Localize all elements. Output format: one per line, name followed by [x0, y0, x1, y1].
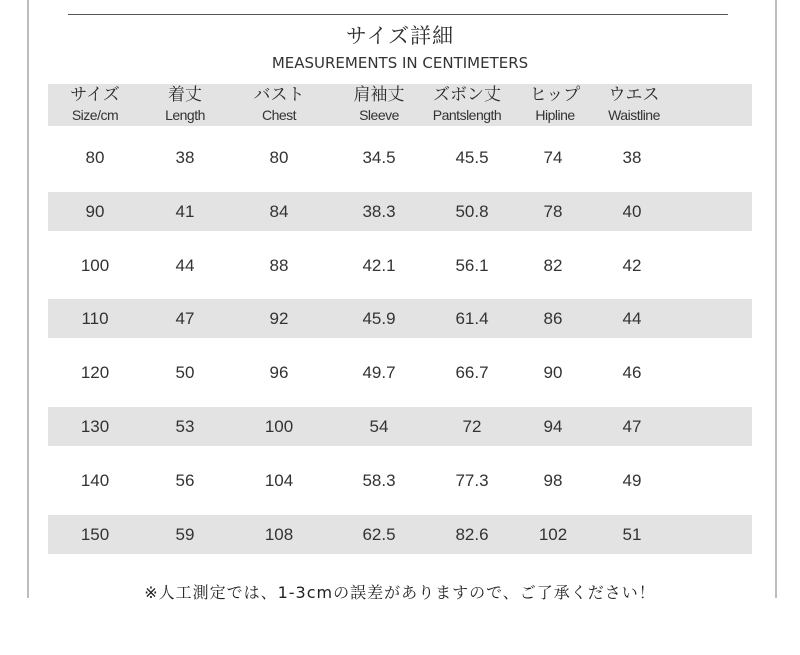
cell-size: 90 — [85, 202, 105, 221]
cell-sleeve: 38.3 — [362, 202, 396, 221]
cell-pantslength: 82.6 — [455, 525, 489, 544]
header-size — [50, 84, 140, 124]
cell-length: 59 — [175, 525, 195, 544]
cell-waistline: 38 — [622, 148, 642, 167]
cell-size: 120 — [80, 363, 110, 382]
title-english: MEASUREMENTS IN CENTIMETERS — [271, 54, 529, 72]
header-chest — [234, 84, 324, 124]
cell-chest: 80 — [269, 148, 289, 167]
cell-sleeve: 45.9 — [362, 309, 396, 328]
cell-size: 130 — [80, 417, 110, 436]
header-length — [140, 84, 230, 124]
cell-pantslength: 45.5 — [455, 148, 489, 167]
measurement-note: ※人工測定では、1-3cmの誤差がありますので、ご了承ください！ — [144, 583, 656, 602]
header-label-en: Sleeve — [359, 107, 399, 123]
cell-length: 41 — [175, 202, 195, 221]
cell-hipline: 90 — [543, 363, 563, 382]
cell-waistline: 44 — [622, 309, 642, 328]
cell-sleeve: 42.1 — [362, 256, 396, 275]
header-label-en: Chest — [261, 107, 297, 123]
header-label-ja: ウエス — [608, 85, 660, 105]
header-label-en: Length — [165, 107, 205, 123]
cell-pantslength: 61.4 — [455, 309, 489, 328]
cell-chest: 100 — [264, 417, 294, 436]
header-label-ja: 肩袖丈 — [353, 85, 405, 105]
header-hipline — [510, 84, 600, 124]
table-row — [0, 299, 800, 339]
cell-pantslength: 77.3 — [455, 471, 489, 490]
cell-pantslength: 72 — [462, 417, 482, 436]
cell-pantslength: 56.1 — [455, 256, 489, 275]
cell-sleeve: 34.5 — [362, 148, 396, 167]
header-label-en: Hipline — [535, 107, 575, 123]
header-waistline — [589, 84, 679, 124]
cell-chest: 88 — [269, 256, 289, 275]
cell-pantslength: 66.7 — [455, 363, 489, 382]
table-row — [0, 353, 800, 393]
cell-pantslength: 50.8 — [455, 202, 489, 221]
cell-waistline: 47 — [622, 417, 642, 436]
cell-chest: 92 — [269, 309, 289, 328]
header-label-ja: ズボン丈 — [433, 85, 501, 105]
table-row — [0, 407, 800, 447]
cell-length: 47 — [175, 309, 195, 328]
cell-length: 56 — [175, 471, 195, 490]
header-label-en: Pantslength — [432, 107, 502, 123]
cell-sleeve: 62.5 — [362, 525, 396, 544]
cell-hipline: 86 — [543, 309, 563, 328]
table-row — [0, 515, 800, 555]
cell-size: 80 — [85, 148, 105, 167]
cell-hipline: 74 — [543, 148, 563, 167]
cell-length: 50 — [175, 363, 195, 382]
table-row — [0, 246, 800, 286]
header-label-ja: サイズ — [70, 85, 120, 105]
table-row — [0, 461, 800, 501]
cell-hipline: 94 — [543, 417, 563, 436]
cell-waistline: 40 — [622, 202, 642, 221]
header-label-ja: 着丈 — [168, 85, 202, 105]
cell-length: 44 — [175, 256, 195, 275]
header-label-ja: バスト — [253, 85, 305, 105]
table-row — [0, 138, 800, 178]
header-label-en: Size/cm — [71, 107, 119, 123]
cell-waistline: 51 — [622, 525, 642, 544]
cell-sleeve: 58.3 — [362, 471, 396, 490]
cell-length: 53 — [175, 417, 195, 436]
cell-waistline: 46 — [622, 363, 642, 382]
cell-hipline: 98 — [543, 471, 563, 490]
table-header — [0, 84, 800, 126]
cell-hipline: 102 — [538, 525, 568, 544]
cell-sleeve: 49.7 — [362, 363, 396, 382]
cell-hipline: 78 — [543, 202, 563, 221]
header-sleeve — [334, 84, 424, 124]
cell-chest: 84 — [269, 202, 289, 221]
header-pantslength — [422, 84, 512, 124]
cell-hipline: 82 — [543, 256, 563, 275]
cell-size: 110 — [81, 309, 109, 328]
cell-size: 150 — [80, 525, 110, 544]
cell-chest: 96 — [269, 363, 289, 382]
cell-chest: 108 — [264, 525, 294, 544]
header-label-ja: ヒップ — [529, 85, 581, 105]
cell-size: 140 — [80, 471, 110, 490]
title-japanese: サイズ詳細 — [345, 24, 455, 48]
cell-size: 100 — [80, 256, 110, 275]
cell-length: 38 — [175, 148, 195, 167]
cell-waistline: 42 — [622, 256, 642, 275]
table-row — [0, 192, 800, 232]
cell-waistline: 49 — [622, 471, 642, 490]
header-label-en: Waistline — [608, 107, 660, 123]
top-divider — [68, 14, 728, 15]
cell-sleeve: 54 — [369, 417, 389, 436]
cell-chest: 104 — [264, 471, 294, 490]
